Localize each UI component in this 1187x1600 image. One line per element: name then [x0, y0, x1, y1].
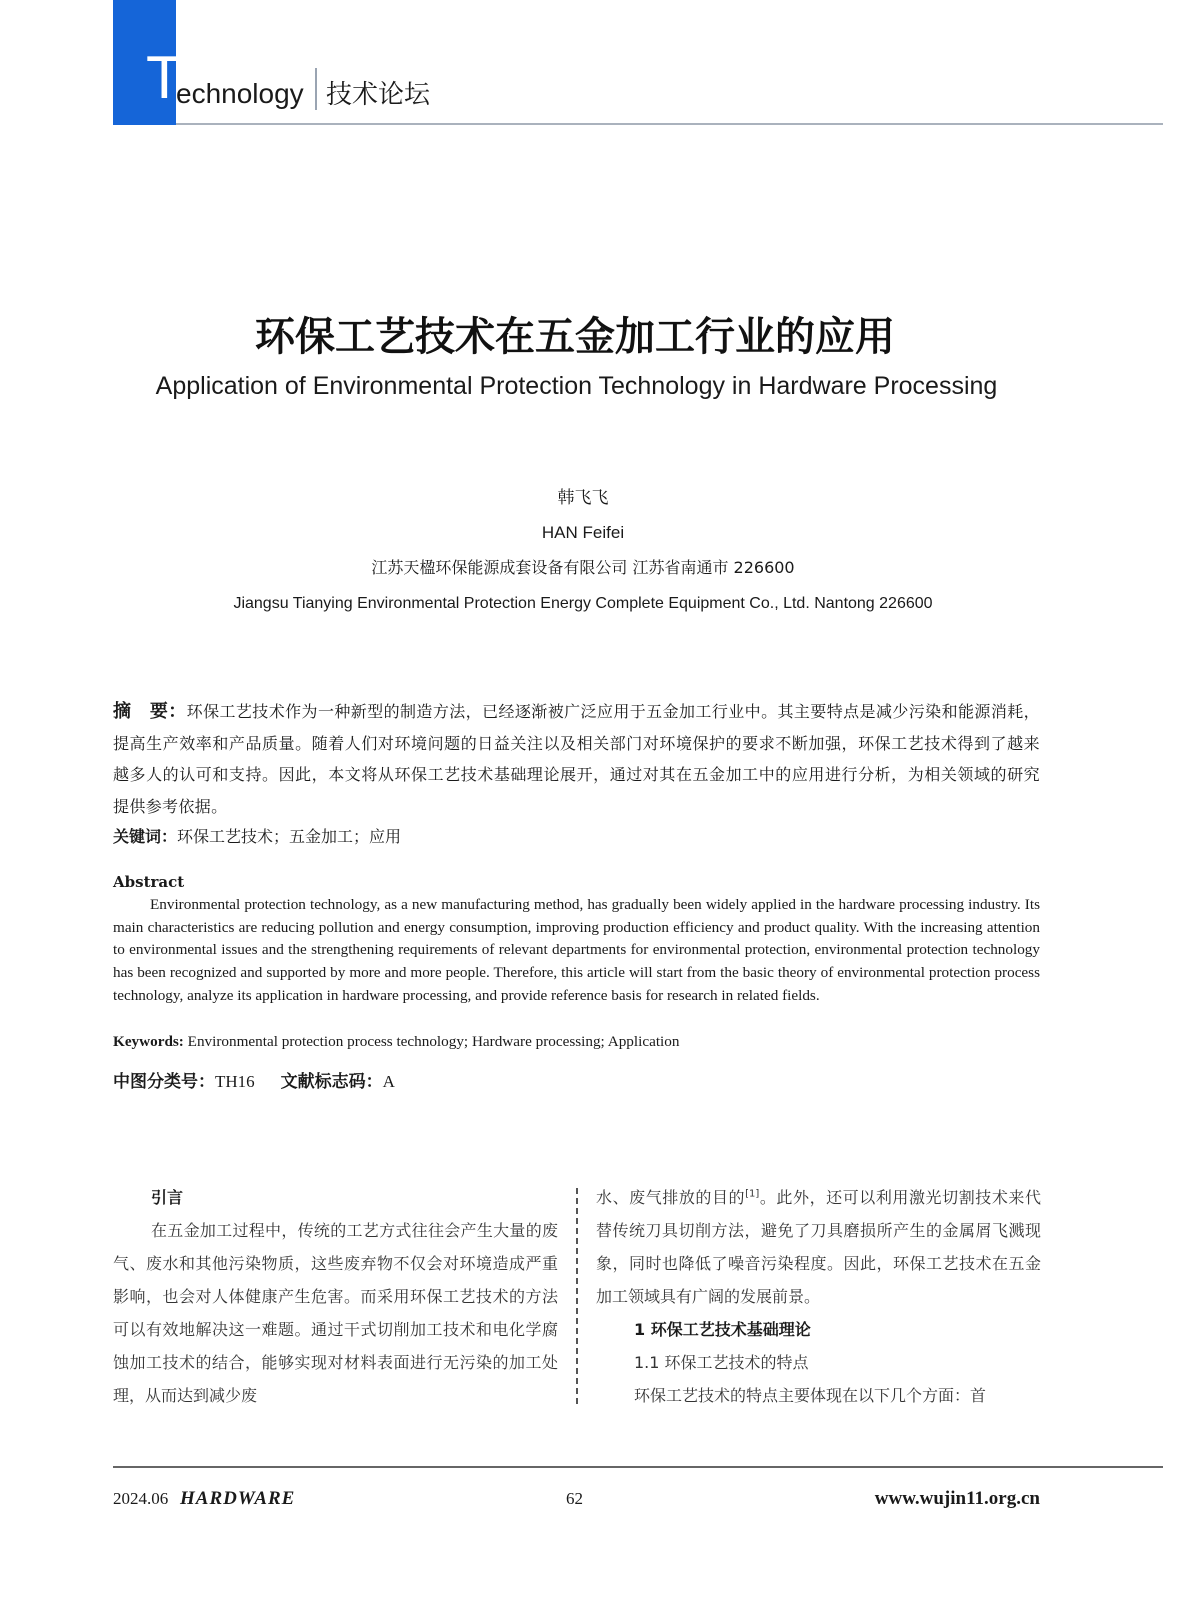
author-name-en: HAN Feifei	[541, 523, 625, 542]
body-column-right	[596, 1181, 1041, 1412]
keywords-en	[113, 1031, 1040, 1053]
footer-rule	[113, 1466, 1163, 1468]
doc-code-label: 文献标志码：	[280, 1072, 383, 1092]
footer-website-link[interactable]: www.wujin11.org.cn	[874, 1488, 1040, 1509]
article-title-en: Application of Environmental Protection Technology in Hardware Processing	[155, 372, 998, 400]
keywords-en-text: Environmental protection process technology; Hardware processing; Application	[187, 1033, 680, 1050]
abstract-cn	[113, 696, 1040, 822]
section-1-heading: 1 环保工艺技术基础理论	[634, 1320, 811, 1339]
keywords-cn-label: 关键词：	[113, 827, 178, 846]
intro-heading: 引言	[151, 1188, 184, 1207]
author-name-cn: 韩飞飞	[557, 488, 609, 508]
body-column-left	[113, 1181, 558, 1412]
header-section-cn: 技术论坛	[326, 80, 431, 110]
doc-code-value: A	[382, 1072, 395, 1091]
header-section-name: echnology	[176, 78, 304, 109]
section-1-1-heading: 1.1 环保工艺技术的特点	[634, 1353, 809, 1372]
abstract-cn-label: 摘 要：	[113, 701, 187, 722]
intro-paragraph-continued	[596, 1181, 1041, 1313]
intro-paragraph: 在五金加工过程中，传统的工艺方式往往会产生大量的废气、废水和其他污染物质，这些废弃物不仅会对环境造成严重影响，也会对人体健康产生危害。而采用环保工艺技术的方法可以有效地解决这一难题。通过干式切削加工技术和电化学腐蚀加工技术的结合，能够实现对材料表面进行无污染的加工处理，从而达到减少废	[113, 1221, 558, 1405]
affiliation-cn: 江苏天楹环保能源成套设备有限公司 江苏省南通市 226600	[371, 558, 795, 577]
section-1-1-paragraph: 环保工艺技术的特点主要体现在以下几个方面：首	[634, 1386, 987, 1405]
header-separator	[315, 68, 317, 110]
abstract-cn-text: 环保工艺技术作为一种新型的制造方法，已经逐渐被广泛应用于五金加工行业中。其主要特点是减少污染和能源消耗，提高生产效率和产品质量。随着人们对环境问题的日益关注以及相关部门对环境保护的要求不断加强，环保工艺技术得到了越来越多人的认可和支持。因此，本文将从环保工艺技术基础理论展开，通过对其在五金加工中的应用进行分析，为相关领域的研究提供参考依据。	[113, 702, 1041, 816]
reference-mark: [1]	[745, 1188, 760, 1200]
footer-page-number: 62	[566, 1489, 583, 1508]
article-title-cn: 环保工艺技术在五金加工行业的应用	[255, 314, 895, 360]
abstract-en-text: Environmental protection technology, as a new manufacturing method, has gradually been widely applied in the hardware processing industry. Its main characteristics are reducing pollution and energy consumption, improving production efficiency and product quality. With the increasing attention to environmental issues and the strengthening requirements of relevant departments for environmental protection, environmental protection technology has been recognized and supported by more and more people. Therefore, this article will start from the basic theory of environmental protection process technology, analyze its application in hardware processing, and provide reference basis for research in related fields.	[113, 896, 1040, 1004]
keywords-cn-text: 环保工艺技术；五金加工；应用	[177, 827, 402, 846]
affiliation-en: Jiangsu Tianying Environmental Protection Energy Complete Equipment Co., Ltd. Nantong 226600	[233, 595, 933, 612]
intro-continued-text-1: 水、废气排放的目的	[596, 1188, 746, 1207]
keywords-en-label: Keywords:	[113, 1033, 184, 1050]
classification-line	[113, 1070, 395, 1094]
footer-issue-date: 2024.06	[113, 1489, 169, 1508]
column-divider	[576, 1188, 578, 1404]
abstract-en-heading: Abstract	[113, 873, 185, 891]
clc-value: TH16	[215, 1072, 255, 1091]
footer-magazine-name: HARDWARE	[180, 1488, 296, 1509]
header-section-initial: T	[146, 44, 183, 111]
clc-label: 中图分类号：	[113, 1072, 215, 1092]
intro-continued-text-2: 。此外，还可以利用激光切割技术来代替传统刀具切削方法，避免了刀具磨损所产生的金属屑飞溅现象，同时也降低了噪音污染程度。因此，环保工艺技术在五金加工领域具有广阔的发展前景。	[596, 1188, 1041, 1306]
header-rule	[176, 123, 1163, 125]
keywords-cn	[113, 823, 1040, 851]
